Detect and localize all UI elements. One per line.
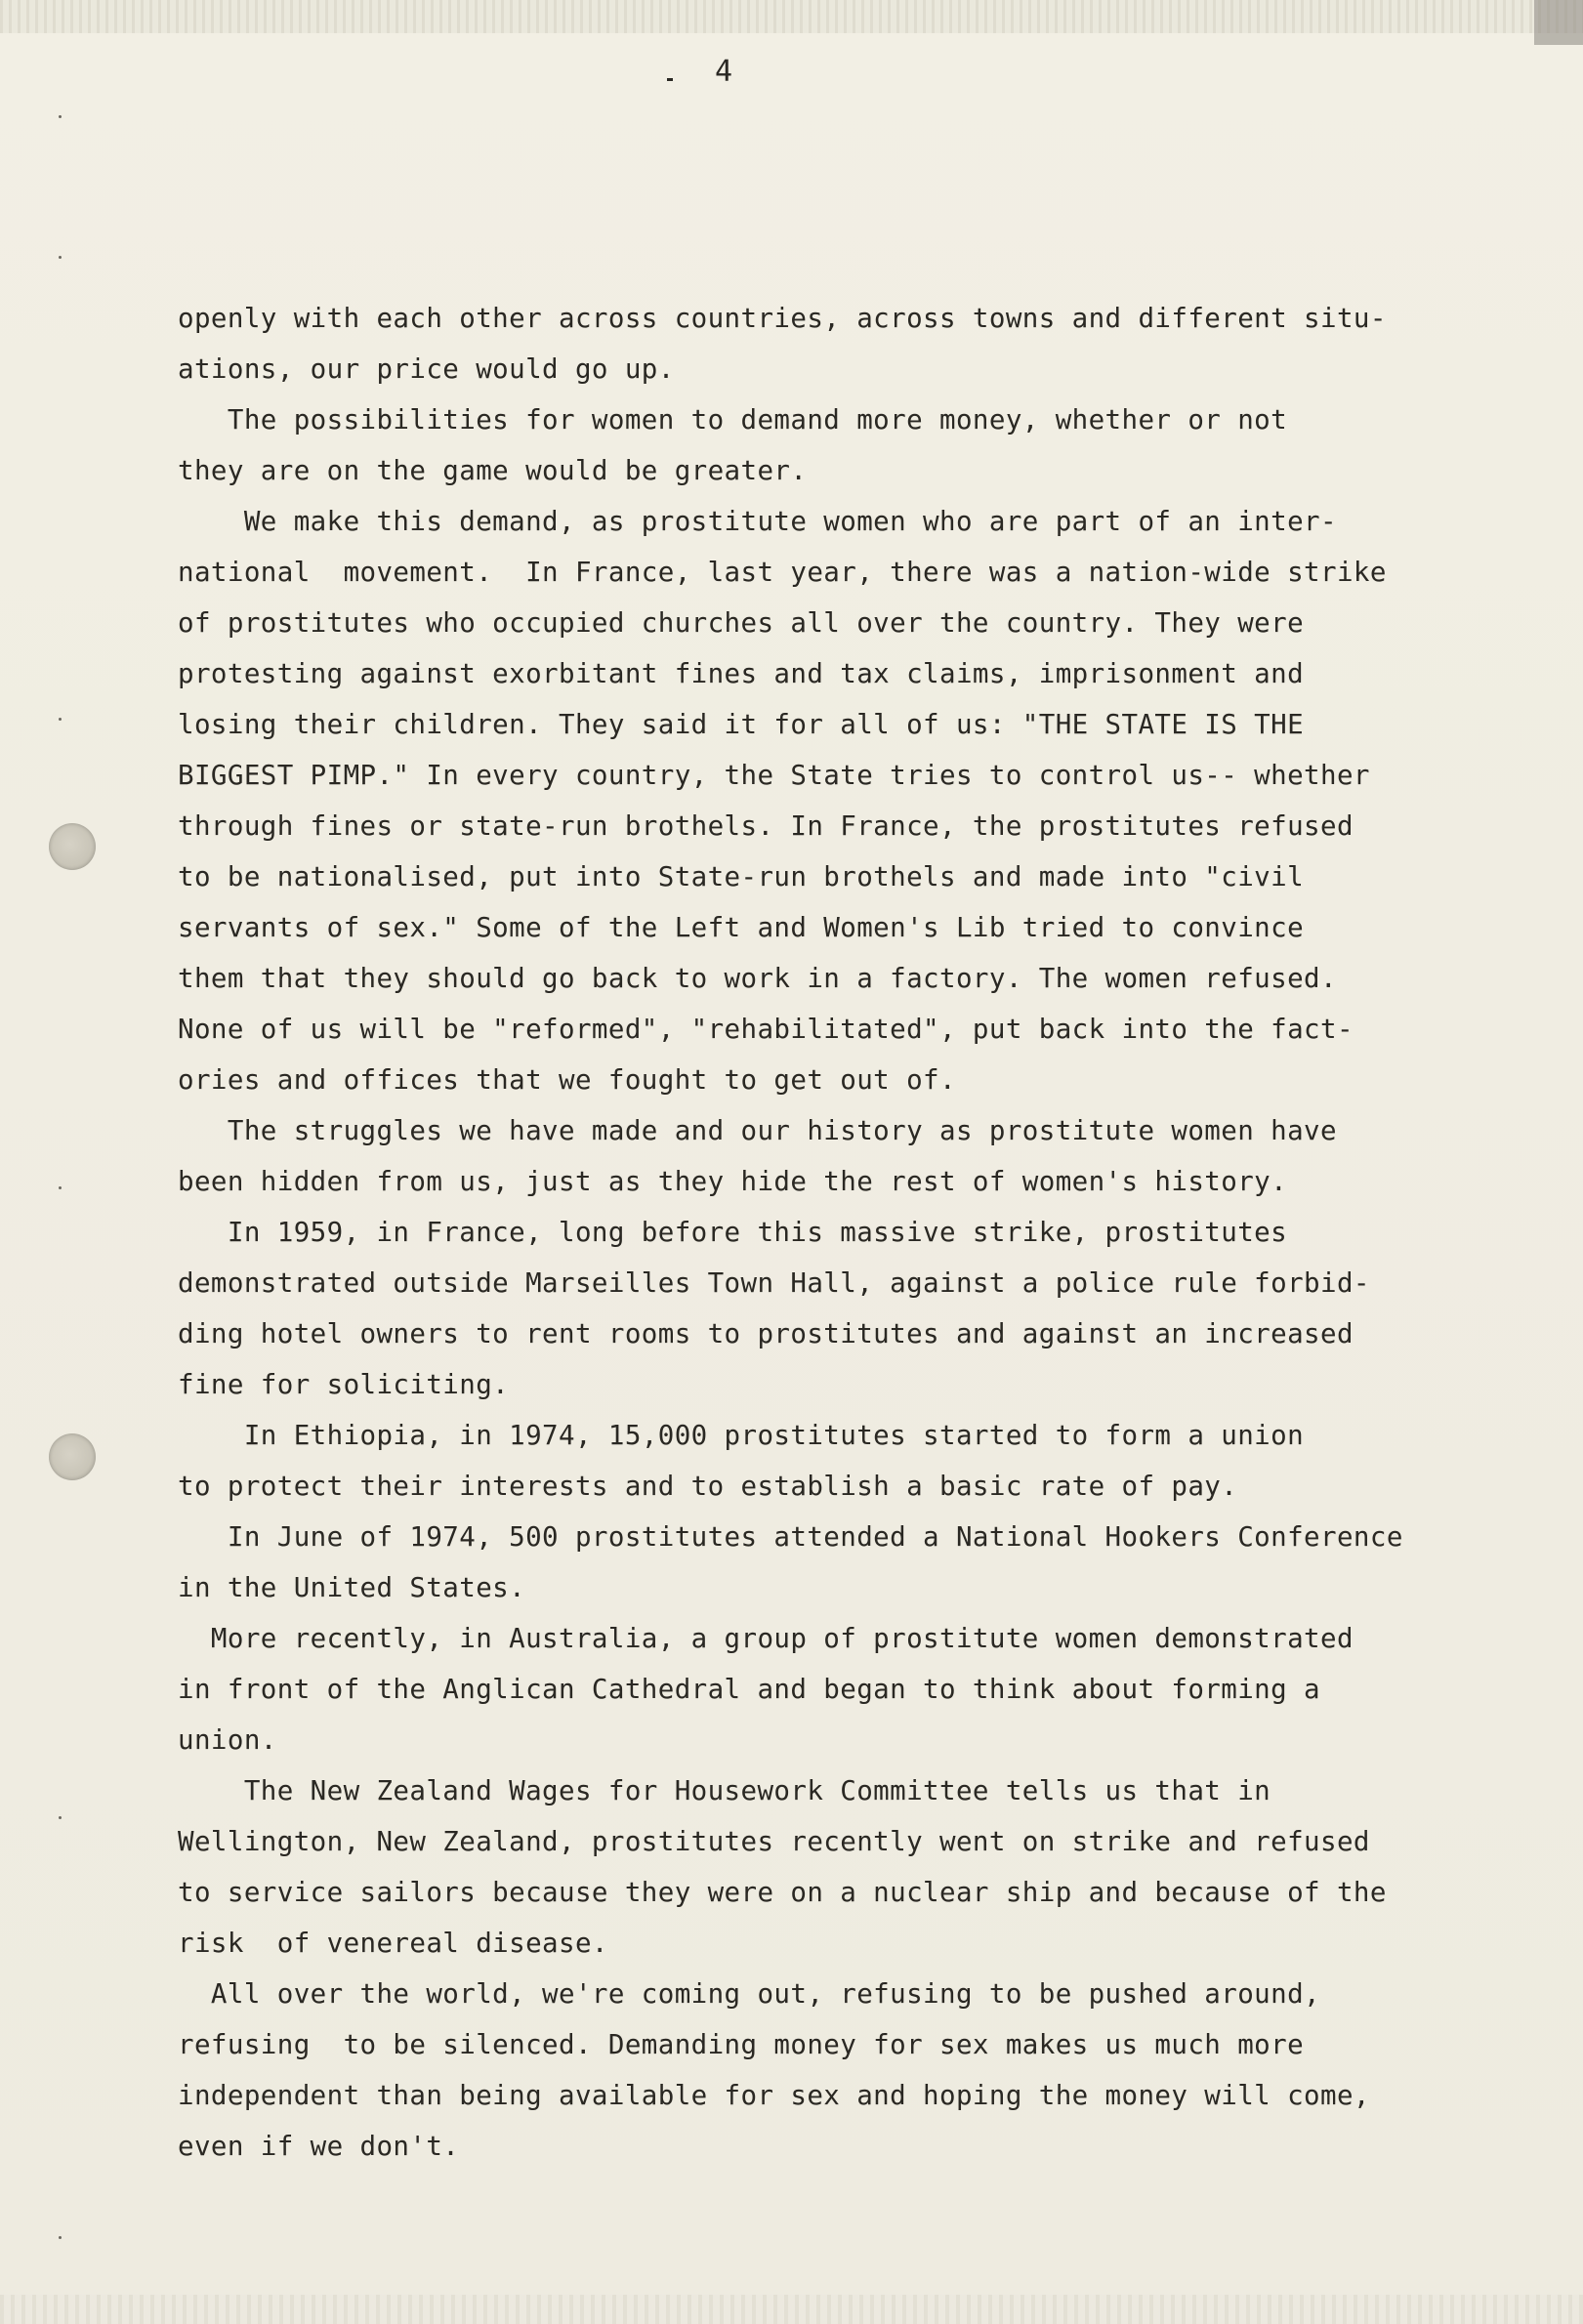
text-line: national movement. In France, last year, there was a nation-wide strike xyxy=(178,557,1387,588)
top-paper-edge xyxy=(0,0,1583,33)
paper-speck xyxy=(59,115,62,118)
paper-speck xyxy=(59,1186,62,1189)
text-line: in the United States. xyxy=(178,1572,526,1603)
text-line: refusing to be silenced. Demanding money for sex makes us much more xyxy=(178,2029,1305,2060)
text-line: Wellington, New Zealand, prostitutes recently went on strike and refused xyxy=(178,1826,1370,1857)
text-line: The struggles we have made and our history as prostitute women have xyxy=(178,1115,1337,1146)
text-line: losing their children. They said it for all of us: "THE STATE IS THE xyxy=(178,709,1305,740)
text-line: union. xyxy=(178,1724,277,1756)
paper-speck xyxy=(59,718,62,721)
text-line: The possibilities for women to demand more money, whether or not xyxy=(178,404,1288,436)
punch-hole xyxy=(49,1433,96,1480)
text-line: In June of 1974, 500 prostitutes attended a National Hookers Conference xyxy=(178,1521,1403,1553)
text-line: In Ethiopia, in 1974, 15,000 prostitutes started to form a union xyxy=(178,1420,1305,1451)
text-line: openly with each other across countries, across towns and different situ- xyxy=(178,303,1387,334)
text-line: even if we don't. xyxy=(178,2131,460,2162)
corner-tear xyxy=(1534,0,1583,45)
text-line: they are on the game would be greater. xyxy=(178,455,808,486)
text-line: been hidden from us, just as they hide the rest of women's history. xyxy=(178,1166,1288,1197)
page-number-mark xyxy=(667,78,673,81)
text-line: to protect their interests and to establish a basic rate of pay. xyxy=(178,1471,1238,1502)
text-line: servants of sex." Some of the Left and Women's Lib tried to convince xyxy=(178,912,1305,943)
text-line: None of us will be "reformed", "rehabilitated", put back into the fact- xyxy=(178,1014,1354,1045)
paper-speck xyxy=(59,2236,62,2239)
text-line: fine for soliciting. xyxy=(178,1369,510,1400)
text-line: All over the world, we're coming out, refusing to be pushed around, xyxy=(178,1978,1320,2010)
text-line: independent than being available for sex and hoping the money will come, xyxy=(178,2080,1370,2111)
text-line: BIGGEST PIMP." In every country, the State tries to control us-- whether xyxy=(178,760,1370,791)
text-line: We make this demand, as prostitute women who are part of an inter- xyxy=(178,506,1337,537)
text-line: demonstrated outside Marseilles Town Hall, against a police rule forbid- xyxy=(178,1267,1370,1299)
text-line: ories and offices that we fought to get out of. xyxy=(178,1064,956,1096)
text-line: them that they should go back to work in a factory. The women refused. xyxy=(178,963,1337,994)
text-line: ding hotel owners to rent rooms to prostitutes and against an increased xyxy=(178,1318,1354,1349)
text-line: risk of venereal disease. xyxy=(178,1928,608,1959)
text-line: ations, our price would go up. xyxy=(178,353,675,385)
text-line: to be nationalised, put into State-run brothels and made into "civil xyxy=(178,861,1305,892)
text-line: of prostitutes who occupied churches all over the country. They were xyxy=(178,607,1305,639)
text-line: More recently, in Australia, a group of prostitute women demonstrated xyxy=(178,1623,1354,1654)
text-line: protesting against exorbitant fines and tax claims, imprisonment and xyxy=(178,658,1305,689)
text-line: to service sailors because they were on a nuclear ship and because of the xyxy=(178,1877,1387,1908)
bottom-paper-edge xyxy=(0,2295,1583,2324)
paper-speck xyxy=(59,1816,62,1819)
text-line: through fines or state-run brothels. In France, the prostitutes refused xyxy=(178,810,1354,842)
body-text xyxy=(178,293,1506,2172)
punch-hole xyxy=(49,823,96,870)
text-line: in front of the Anglican Cathedral and began to think about forming a xyxy=(178,1674,1320,1705)
text-line: The New Zealand Wages for Housework Committee tells us that in xyxy=(178,1775,1271,1806)
text-line: In 1959, in France, long before this massive strike, prostitutes xyxy=(178,1217,1288,1248)
page-number: 4 xyxy=(715,55,733,89)
paper-speck xyxy=(59,256,62,259)
